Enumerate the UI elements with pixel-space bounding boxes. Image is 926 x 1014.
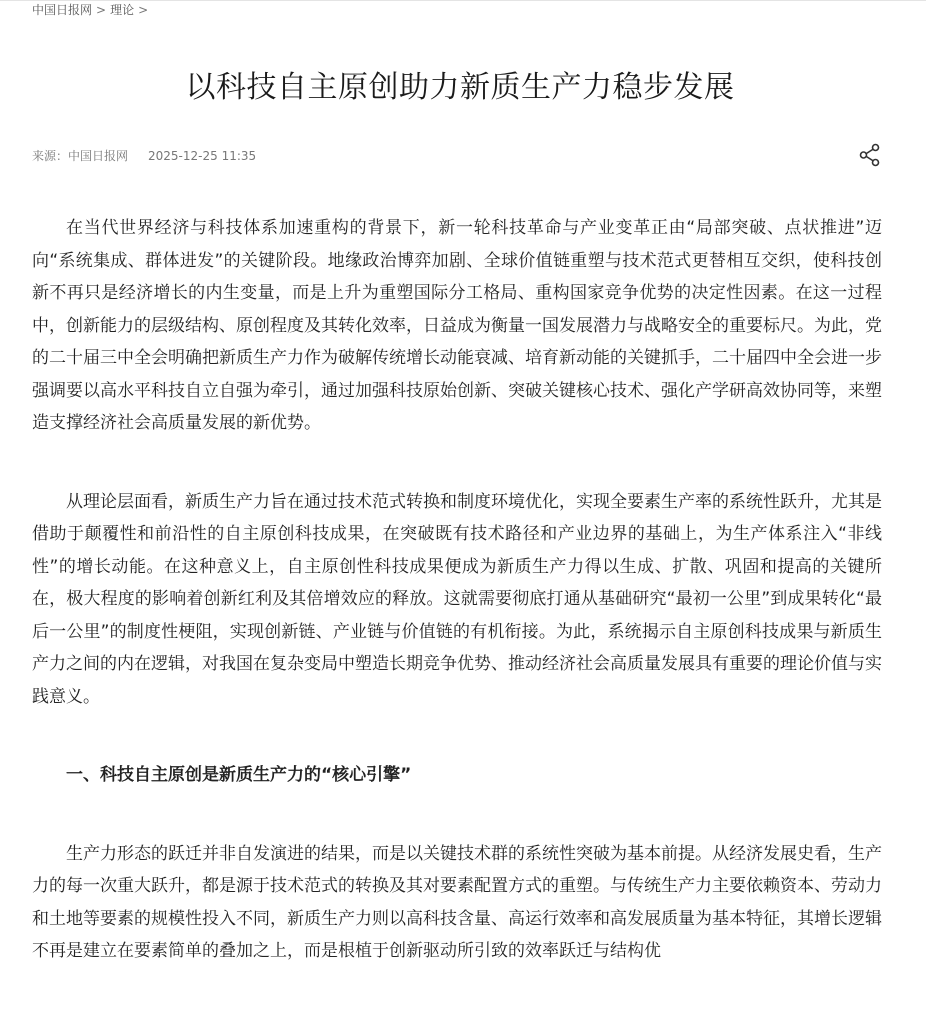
section-heading: 一、科技自主原创是新质生产力的“核心引擎” bbox=[66, 765, 412, 785]
article-source: 来源：中国日报网 bbox=[32, 149, 129, 163]
breadcrumb-separator: > bbox=[96, 3, 107, 17]
article-title: 以科技自主原创助力新质生产力稳步发展 bbox=[185, 70, 735, 105]
article-paragraph: 从理论层面看，新质生产力旨在通过技术范式转换和制度环境优化，实现全要素生产率的系统性跃升，尤其是借助于颠覆性和前沿性的自主原创科技成果，在突破既有技术路径和产业边界的基础上，为生产体系注入“非线性”的增长动能。在这种意义上，自主原创性科技成果便成为新质生产力得以生成、扩散、巩固和提高的关键所在，极大程度的影响着创新红利及其倍增效应的释放。这就需要彻底打通从基础研究“最初一公里”到成果转化“最后一公里”的制度性梗阻，实现创新链、产业链与价值链的有机衔接。为此，系统揭示自主原创科技成果与新质生产力之间的内在逻辑，对我国在复杂变局中塑造长期竞争优势、推动经济社会高质量发展具有重要的理论价值与实践意义。 bbox=[32, 491, 882, 707]
article-meta bbox=[32, 148, 256, 164]
article-paragraph: 在当代世界经济与科技体系加速重构的背景下，新一轮科技革命与产业变革正由“局部突破、点状推进”迈向“系统集成、群体进发”的关键阶段。地缘政治博弈加剧、全球价值链重塑与技术范式更替相互交织，使科技创新不再只是经济增长的内生变量，而是上升为重塑国际分工格局、重构国家竞争优势的决定性因素。在这一过程中，创新能力的层级结构、原创程度及其转化效率，日益成为衡量一国发展潜力与战略安全的重要标尺。为此，党的二十届三中全会明确把新质生产力作为破解传统增长动能衰减、培育新动能的关键抓手，二十届四中全会进一步强调要以高水平科技自立自强为牵引，通过加强科技原始创新、突破关键核心技术、强化产学研高效协同等，来塑造支撑经济社会高质量发展的新优势。 bbox=[32, 218, 882, 433]
breadcrumb bbox=[32, 2, 152, 18]
share-icon[interactable] bbox=[858, 143, 882, 167]
breadcrumb-section-link[interactable]: 理论 bbox=[110, 3, 135, 17]
breadcrumb-home-link[interactable]: 中国日报网 bbox=[32, 3, 93, 17]
article-date: 2025-12-25 11:35 bbox=[148, 149, 257, 163]
breadcrumb-separator: > bbox=[138, 3, 149, 17]
top-divider bbox=[0, 0, 926, 1]
article-paragraph: 生产力形态的跃迁并非自发演进的结果，而是以关键技术群的系统性突破为基本前提。从经济发展史看，生产力的每一次重大跃升，都是源于技术范式的转换及其对要素配置方式的重塑。与传统生产力主要依赖资本、劳动力和土地等要素的规模性投入不同，新质生产力则以高科技含量、高运行效率和高发展质量为基本特征，其增长逻辑不再是建立在要素简单的叠加之上，而是根植于创新驱动所引致的效率跃迁与结构优 bbox=[32, 843, 882, 961]
article-body bbox=[32, 212, 882, 1014]
